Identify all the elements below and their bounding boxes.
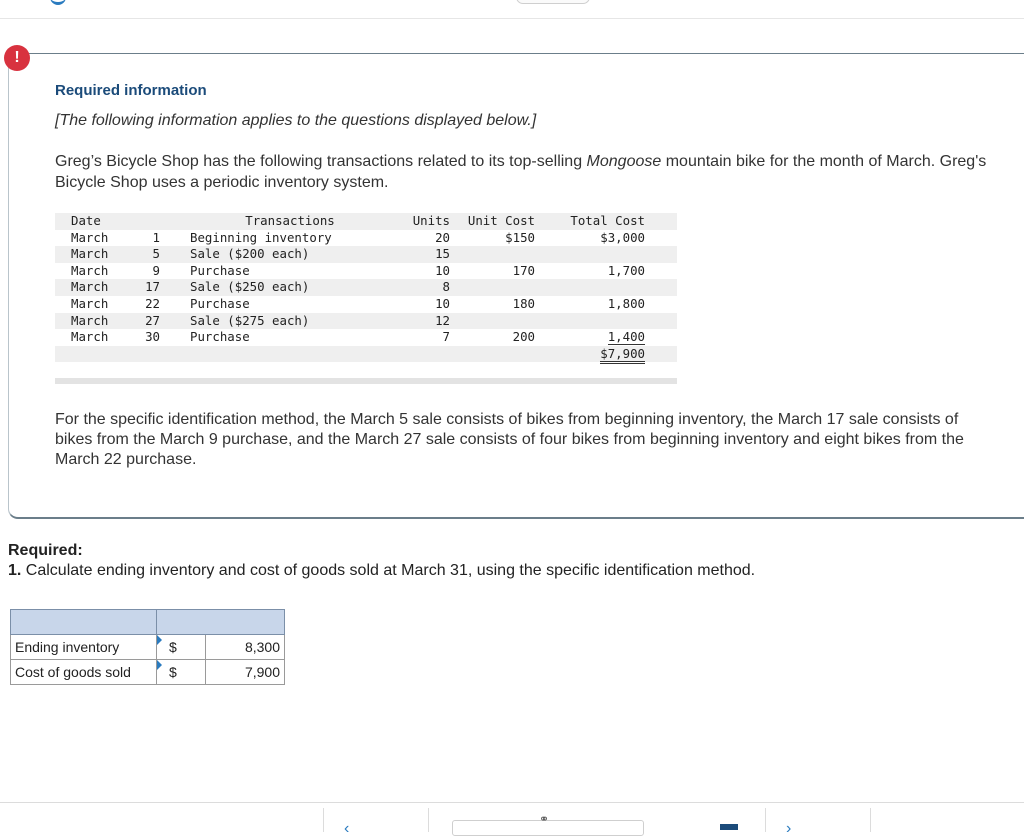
table-row bbox=[55, 313, 677, 330]
ending-inventory-label: Ending inventory bbox=[11, 635, 157, 660]
table-cell: 12 bbox=[435, 312, 450, 328]
table-cell: March bbox=[71, 246, 109, 262]
table-cell: March bbox=[71, 312, 109, 328]
table-cell: 200 bbox=[512, 329, 535, 345]
table-cell: Sale ($200 each) bbox=[190, 246, 310, 262]
table-cell: March bbox=[71, 262, 109, 278]
table-cell: 30 bbox=[145, 329, 160, 345]
table-cell: Sale ($275 each) bbox=[190, 312, 310, 328]
table-cell: March bbox=[71, 329, 109, 345]
intro-text: Greg’s Bicycle Shop has the following transactions related to its top-selling Mongoose mountain bike for the month of March. Greg's Bicycle Shop uses a periodic inventory system. bbox=[55, 153, 987, 191]
ending-inventory-input[interactable]: 8,300 bbox=[206, 635, 285, 660]
table-cell: 22 bbox=[145, 295, 160, 311]
nav-divider bbox=[765, 808, 766, 832]
table-cell: Purchase bbox=[190, 329, 250, 345]
table-cell: 8 bbox=[442, 279, 450, 295]
prev-arrow-icon[interactable]: ‹ bbox=[344, 820, 350, 837]
table-row bbox=[55, 329, 677, 346]
required-information-heading: Required information bbox=[55, 82, 207, 99]
table-cell bbox=[551, 279, 677, 296]
required-section bbox=[8, 541, 755, 581]
answer-table bbox=[10, 609, 285, 685]
progress-arc-icon bbox=[50, 0, 66, 5]
table-cell: $3,000 bbox=[600, 229, 645, 245]
cost-of-goods-sold-label: Cost of goods sold bbox=[11, 660, 157, 685]
table-cell: Purchase bbox=[190, 262, 250, 278]
table-cell: 7 bbox=[442, 329, 450, 345]
table-cell: 5 bbox=[152, 246, 160, 262]
brand-name: Mongoose bbox=[586, 153, 662, 170]
method-description: For the specific identification method, the March 5 sale consists of bikes from beginning inventory, the March 17 sale consists of bikes from the March 9 purchase, and the March 27 sale consists of four bikes from beginning inventory and eight bikes from the March 22 purchase. bbox=[55, 411, 964, 468]
top-tab[interactable] bbox=[516, 0, 590, 4]
table-row bbox=[55, 296, 677, 313]
answer-row-ending-inventory bbox=[11, 635, 285, 660]
alert-icon: ! bbox=[4, 45, 30, 71]
table-bottom-rule bbox=[55, 378, 677, 384]
table-row bbox=[55, 263, 677, 280]
ending-inventory-currency: $ bbox=[157, 635, 206, 660]
table-cell: 20 bbox=[435, 229, 450, 245]
table-cell bbox=[551, 313, 677, 330]
table-cell: March bbox=[71, 229, 109, 245]
nav-divider bbox=[428, 808, 429, 832]
answer-row-cost-of-goods-sold bbox=[11, 660, 285, 685]
next-arrow-icon[interactable]: › bbox=[786, 820, 792, 837]
nav-divider bbox=[323, 808, 324, 832]
table-row bbox=[55, 279, 677, 296]
top-bar bbox=[0, 0, 1024, 19]
cost-of-goods-sold-input[interactable]: 7,900 bbox=[206, 660, 285, 685]
table-cell: March bbox=[71, 295, 109, 311]
table-cell: 170 bbox=[512, 262, 535, 278]
table-cell: Purchase bbox=[190, 295, 250, 311]
table-cell: 180 bbox=[512, 295, 535, 311]
table-cell: 1,700 bbox=[607, 262, 645, 278]
nav-divider bbox=[870, 808, 871, 832]
table-cell: $150 bbox=[505, 229, 535, 245]
table-cell bbox=[551, 246, 677, 263]
table-cell: 9 bbox=[152, 262, 160, 278]
cost-of-goods-sold-currency: $ bbox=[157, 660, 206, 685]
required-label: Required: bbox=[8, 542, 83, 559]
table-cell: 1 bbox=[152, 229, 160, 245]
table-cell bbox=[460, 279, 551, 296]
answer-header-row bbox=[11, 610, 285, 635]
grand-total: $7,900 bbox=[600, 346, 645, 364]
table-cell: 17 bbox=[145, 279, 160, 295]
table-cell: 10 bbox=[435, 295, 450, 311]
table-cell: 10 bbox=[435, 262, 450, 278]
table-cell: 1,800 bbox=[607, 295, 645, 311]
question-text: Calculate ending inventory and cost of goods sold at March 31, using the specific identification method. bbox=[21, 562, 756, 579]
table-cell: March bbox=[71, 279, 109, 295]
table-cell: Beginning inventory bbox=[190, 229, 332, 245]
applies-note: [The following information applies to the questions displayed below.] bbox=[55, 112, 537, 129]
table-header-row: Date Transactions Units Unit Cost Total Cost bbox=[55, 213, 677, 230]
grid-icon[interactable] bbox=[720, 824, 738, 830]
question-number: 1. bbox=[8, 562, 22, 579]
table-row bbox=[55, 230, 677, 247]
table-cell: 15 bbox=[435, 246, 450, 262]
table-cell: 27 bbox=[145, 312, 160, 328]
link-icon[interactable]: ⚭ bbox=[539, 812, 550, 826]
table-row bbox=[55, 246, 677, 263]
transactions-table bbox=[55, 213, 677, 362]
table-cell: Sale ($250 each) bbox=[190, 279, 310, 295]
table-total-row bbox=[55, 346, 677, 363]
table-cell bbox=[460, 246, 551, 263]
table-cell bbox=[460, 313, 551, 330]
table-cell: 1,400 bbox=[607, 329, 645, 345]
